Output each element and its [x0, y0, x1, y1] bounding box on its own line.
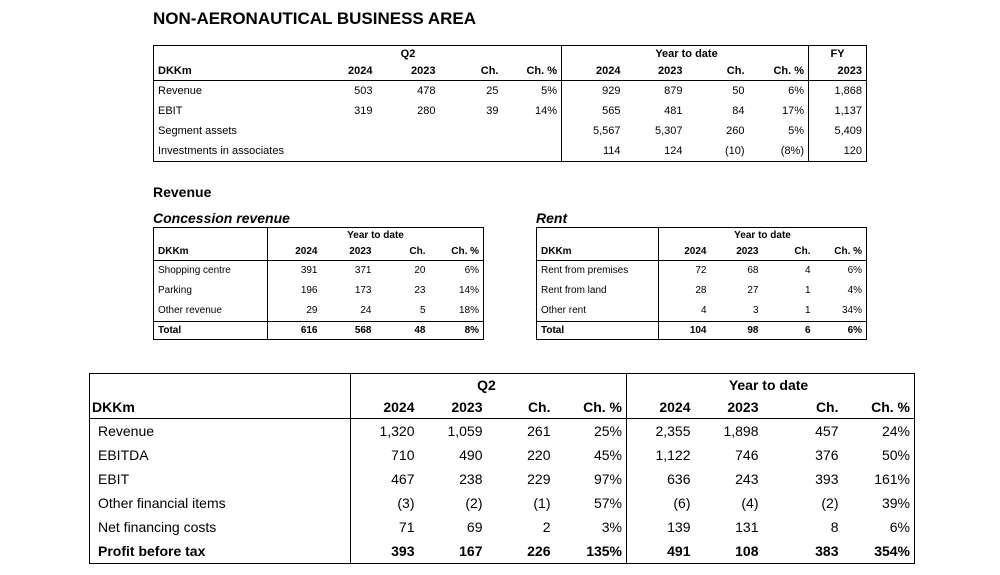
cell: 98 [711, 322, 763, 340]
column-header: Ch. [687, 63, 749, 81]
cell: 139 [667, 519, 691, 535]
unit-header: DKKm [90, 396, 351, 419]
cell: 238 [459, 471, 483, 487]
cell: 319 [354, 105, 373, 117]
cell: 84 [732, 105, 745, 117]
cell: 457 [815, 423, 839, 439]
cell: (8%) [749, 141, 809, 162]
cell: 1,320 [379, 423, 415, 439]
unit-header: DKKm [154, 63, 314, 81]
table-row [537, 281, 867, 301]
cell: 5,567 [592, 125, 621, 137]
cell: 391 [300, 265, 318, 276]
table-row [154, 281, 484, 301]
row-label: EBITDA [90, 443, 351, 467]
cell [503, 121, 562, 141]
row-label: Shopping centre [154, 261, 268, 282]
pnl-table [89, 373, 915, 564]
cell: 636 [667, 471, 691, 487]
cell: 710 [391, 447, 415, 463]
cell: 565 [602, 105, 621, 117]
cell: 39% [881, 495, 910, 511]
column-header: 2023 [809, 63, 867, 81]
cell: 5,307 [654, 125, 683, 137]
cell: 467 [391, 471, 415, 487]
cell: 491 [667, 543, 691, 559]
column-header: 2024 [268, 244, 322, 261]
cell: 104 [659, 322, 711, 340]
cell: 503 [354, 85, 373, 97]
cell: 354% [874, 543, 910, 559]
cell: 34% [842, 305, 863, 316]
column-header: Ch. [763, 244, 815, 261]
cell: 69 [466, 519, 483, 535]
cell: (2) [465, 495, 483, 511]
cell: (1) [533, 495, 551, 511]
cell: 72 [695, 265, 707, 276]
cell: 27 [747, 285, 759, 296]
column-header: 2023 [419, 396, 487, 419]
cell: 5,409 [834, 125, 863, 137]
cell: (6) [673, 495, 691, 511]
cell: 616 [268, 322, 322, 340]
column-header: 2023 [322, 244, 376, 261]
cell: 120 [843, 145, 863, 157]
revenue-heading: Revenue [153, 184, 212, 200]
column-header: 2023 [625, 63, 687, 81]
cell: 68 [747, 265, 759, 276]
column-header: 2024 [562, 63, 625, 81]
column-header: 2024 [314, 63, 377, 81]
cell: 196 [300, 285, 318, 296]
column-header: Ch. % [503, 63, 562, 81]
table-row [154, 301, 484, 322]
cell: 1,868 [834, 85, 863, 97]
group-header-ytd: Year to date [347, 230, 404, 241]
column-header: 2024 [351, 396, 419, 419]
cell: 5% [503, 81, 562, 102]
row-label: EBIT [158, 105, 183, 117]
table-row [537, 301, 867, 322]
rent-heading: Rent [536, 210, 568, 226]
row-label: Rent from land [537, 281, 659, 301]
row-label: Net financing costs [90, 515, 351, 539]
row-label: Total [537, 322, 659, 340]
cell: 4% [847, 285, 863, 296]
cell: 4 [700, 305, 707, 316]
cell: 50 [732, 85, 745, 97]
cell: 6 [763, 322, 815, 340]
column-header: 2024 [627, 396, 695, 419]
cell: 45% [555, 443, 627, 467]
cell: 226 [527, 543, 551, 559]
cell: 17% [749, 101, 809, 121]
group-header-q2: Q2 [477, 377, 496, 393]
table-row [537, 261, 867, 282]
cell: 48 [376, 322, 430, 340]
cell: 8% [430, 322, 484, 340]
column-header: Ch. % [430, 244, 484, 261]
cell: 173 [354, 285, 372, 296]
cell [440, 121, 503, 141]
rent-table [536, 227, 867, 340]
cell: 6% [749, 81, 809, 102]
cell: 243 [735, 471, 759, 487]
cell: 29 [306, 305, 318, 316]
row-label: Profit before tax [90, 539, 351, 564]
column-header: Ch. % [843, 396, 915, 419]
cell: 1,898 [723, 423, 759, 439]
cell: 131 [735, 519, 759, 535]
cell: 97% [555, 467, 627, 491]
unit-header: DKKm [537, 244, 659, 261]
table-row [90, 419, 915, 444]
cell: 50% [881, 447, 910, 463]
cell [314, 121, 377, 141]
column-header: 2023 [695, 396, 763, 419]
total-row [154, 322, 484, 340]
total-row [90, 539, 915, 564]
row-label: Segment assets [158, 125, 237, 137]
cell: 39 [486, 105, 499, 117]
cell: 1,059 [447, 423, 483, 439]
page-title: NON-AERONAUTICAL BUSINESS AREA [153, 9, 477, 28]
column-header: Ch. % [815, 244, 867, 261]
cell: 6% [464, 265, 480, 276]
cell: 393 [815, 471, 839, 487]
row-label: Revenue [90, 419, 351, 444]
cell: 114 [602, 145, 621, 157]
row-label: Investments in associates [158, 145, 284, 157]
cell: 135% [555, 539, 627, 564]
cell: (2) [821, 495, 839, 511]
cell: 280 [417, 105, 436, 117]
column-header: 2024 [659, 244, 711, 261]
cell: 5% [749, 121, 809, 141]
cell: 383 [815, 543, 839, 559]
cell: 879 [664, 85, 683, 97]
row-label: Parking [154, 281, 268, 301]
cell: 746 [735, 447, 759, 463]
cell: 8 [830, 519, 839, 535]
cell: 1 [804, 285, 811, 296]
concession-heading: Concession revenue [153, 210, 290, 226]
column-header: Ch. [487, 396, 555, 419]
cell: 568 [322, 322, 376, 340]
cell: 24% [881, 423, 910, 439]
row-label: Rent from premises [537, 261, 659, 282]
cell [377, 121, 440, 141]
cell: (10) [724, 145, 745, 157]
table-row [90, 515, 915, 539]
cell: 25 [486, 85, 499, 97]
group-header-ytd: Year to date [734, 230, 791, 241]
cell: 20 [414, 265, 426, 276]
column-header: 2023 [377, 63, 440, 81]
cell: 371 [354, 265, 372, 276]
table-row [154, 261, 484, 282]
cell: 167 [459, 543, 483, 559]
table-row [90, 491, 915, 515]
column-header: 2023 [711, 244, 763, 261]
table-row [154, 121, 867, 141]
cell [440, 141, 503, 162]
column-header: Ch. [763, 396, 843, 419]
cell: 14% [503, 101, 562, 121]
total-row [537, 322, 867, 340]
cell: 24 [360, 305, 372, 316]
cell [377, 141, 440, 162]
cell: 1,122 [655, 447, 691, 463]
cell: (4) [741, 495, 759, 511]
cell: 3 [752, 305, 759, 316]
row-label: Revenue [158, 85, 203, 97]
cell: 5 [419, 305, 426, 316]
unit-header: DKKm [154, 244, 268, 261]
cell: 229 [527, 471, 551, 487]
group-header-ytd: Year to date [655, 48, 718, 60]
cell: 71 [398, 519, 415, 535]
cell: 260 [726, 125, 745, 137]
table-row [154, 101, 867, 121]
cell: 14% [459, 285, 480, 296]
group-header-ytd: Year to date [728, 377, 809, 393]
cell: 25% [555, 419, 627, 444]
row-label: Other rent [537, 301, 659, 322]
row-label: Total [154, 322, 268, 340]
group-header-fy: FY [830, 48, 845, 60]
cell: 108 [735, 543, 759, 559]
cell: 57% [555, 491, 627, 515]
cell: 2,355 [655, 423, 691, 439]
cell: 261 [527, 423, 551, 439]
cell: 4 [804, 265, 811, 276]
concession-table [153, 227, 484, 340]
cell: 376 [815, 447, 839, 463]
table-row [90, 443, 915, 467]
cell: 220 [527, 447, 551, 463]
cell: 6% [889, 519, 910, 535]
table-row [154, 141, 867, 162]
cell [503, 141, 562, 162]
cell: 124 [664, 145, 683, 157]
table-row [90, 467, 915, 491]
cell: 23 [414, 285, 426, 296]
column-header: Ch. [440, 63, 503, 81]
cell: 481 [664, 105, 683, 117]
cell: 393 [391, 543, 415, 559]
cell: 490 [459, 447, 483, 463]
row-label: Other revenue [154, 301, 268, 322]
cell [314, 141, 377, 162]
cell: 1 [804, 305, 811, 316]
table-row [154, 81, 867, 102]
cell: 478 [417, 85, 436, 97]
row-label: Other financial items [90, 491, 351, 515]
cell: 6% [847, 265, 863, 276]
cell: 1,137 [834, 105, 863, 117]
cell: 28 [695, 285, 707, 296]
row-label: EBIT [90, 467, 351, 491]
group-header-q2: Q2 [400, 48, 416, 60]
cell: 18% [459, 305, 480, 316]
cell: 2 [542, 519, 551, 535]
column-header: Ch. [376, 244, 430, 261]
segment-table [153, 45, 867, 162]
cell: 161% [874, 471, 910, 487]
cell: 929 [602, 85, 621, 97]
column-header: Ch. % [749, 63, 809, 81]
cell: (3) [397, 495, 415, 511]
cell: 6% [815, 322, 867, 340]
cell: 3% [555, 515, 627, 539]
column-header: Ch. % [555, 396, 627, 419]
